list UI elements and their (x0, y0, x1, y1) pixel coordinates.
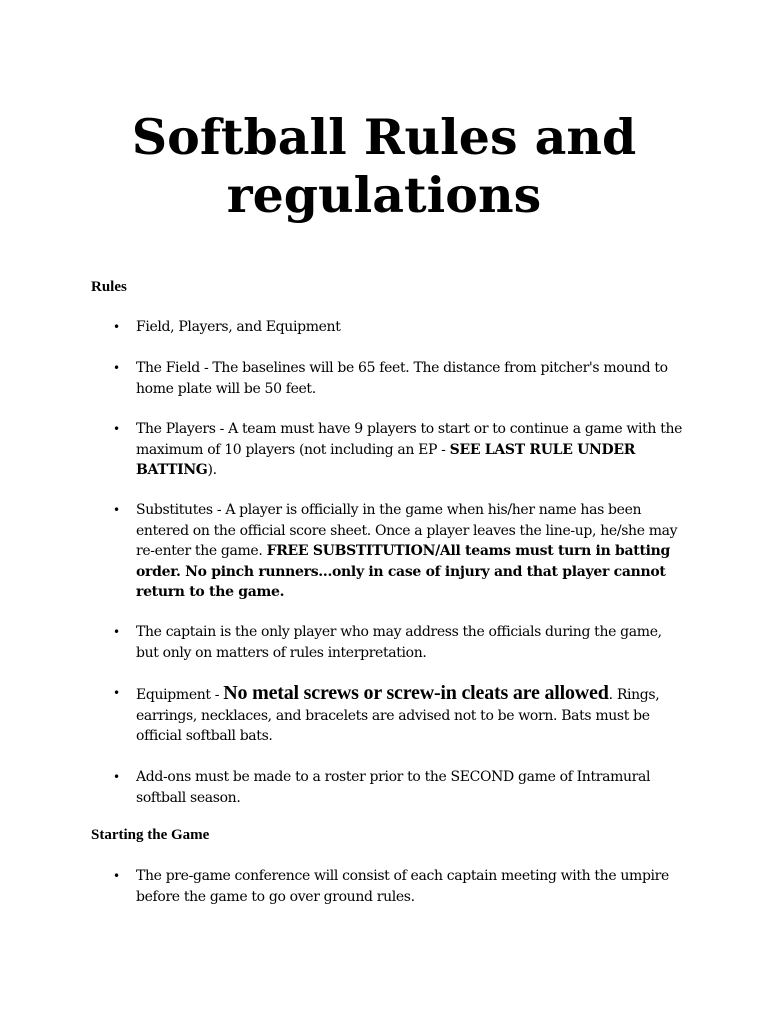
list-item (113, 682, 684, 747)
bullet-icon: • (113, 320, 120, 334)
bullet-icon: • (113, 361, 120, 375)
list-item-text: The Players - A team must have 9 players to start or to continue a game with the maximum of 10 players (not including an EP - (136, 421, 683, 458)
bullet-icon: • (113, 625, 120, 639)
title-line-1: Softball Rules and (131, 108, 637, 166)
list-item-text: The Field - The baselines will be 65 feet. The distance from pitcher's mound to home plate will be 50 feet. (136, 360, 668, 397)
list-item-text-suffix: ). (207, 462, 217, 478)
bullet-icon: • (113, 503, 120, 517)
list-item-bold-text: SEE LAST RULE UNDER BATTING (136, 441, 636, 478)
list-item (113, 500, 684, 603)
list-item (113, 419, 684, 481)
list-item (113, 866, 684, 907)
bullet-icon: • (113, 770, 120, 784)
document-title (0, 108, 768, 224)
list-item (113, 317, 684, 338)
list-item-text: The pre-game conference will consist of each captain meeting with the umpire before the game to go over ground rules. (136, 868, 669, 905)
list-item (113, 622, 684, 663)
title-line-2: regulations (226, 166, 542, 224)
list-item-text-prefix: Equipment - (136, 687, 224, 703)
list-item (113, 767, 684, 808)
section-heading-rules: Rules (91, 279, 127, 295)
list-item-text: Substitutes - A player is officially in the game when his/her name has been entered on the official score sheet. Once a player leaves the line-up, he/she may re-enter the game. (136, 502, 678, 559)
list-item-bold-text: FREE SUBSTITUTION/All teams must turn in batting order. No pinch runners...only in case of injury and that player cannot return to the game. (136, 543, 671, 600)
list-item-text: Add-ons must be made to a roster prior to the SECOND game of Intramural softball season. (136, 769, 651, 806)
list-item (113, 358, 684, 399)
list-item-text: The captain is the only player who may address the officials during the game, but only on matters of rules interpretation. (136, 624, 662, 661)
list-item-text: . Rings, earrings, necklaces, and bracelets are advised not to be worn. Bats must be official softball bats. (136, 687, 660, 744)
bullet-icon: • (113, 869, 120, 883)
list-item-text: Field, Players, and Equipment (136, 319, 341, 335)
list-item-emphasis-text: No metal screws or screw-in cleats are allowed (223, 682, 609, 704)
section-heading-starting-the-game: Starting the Game (91, 827, 210, 843)
bullet-icon: • (113, 422, 120, 436)
bullet-icon: • (113, 686, 120, 700)
